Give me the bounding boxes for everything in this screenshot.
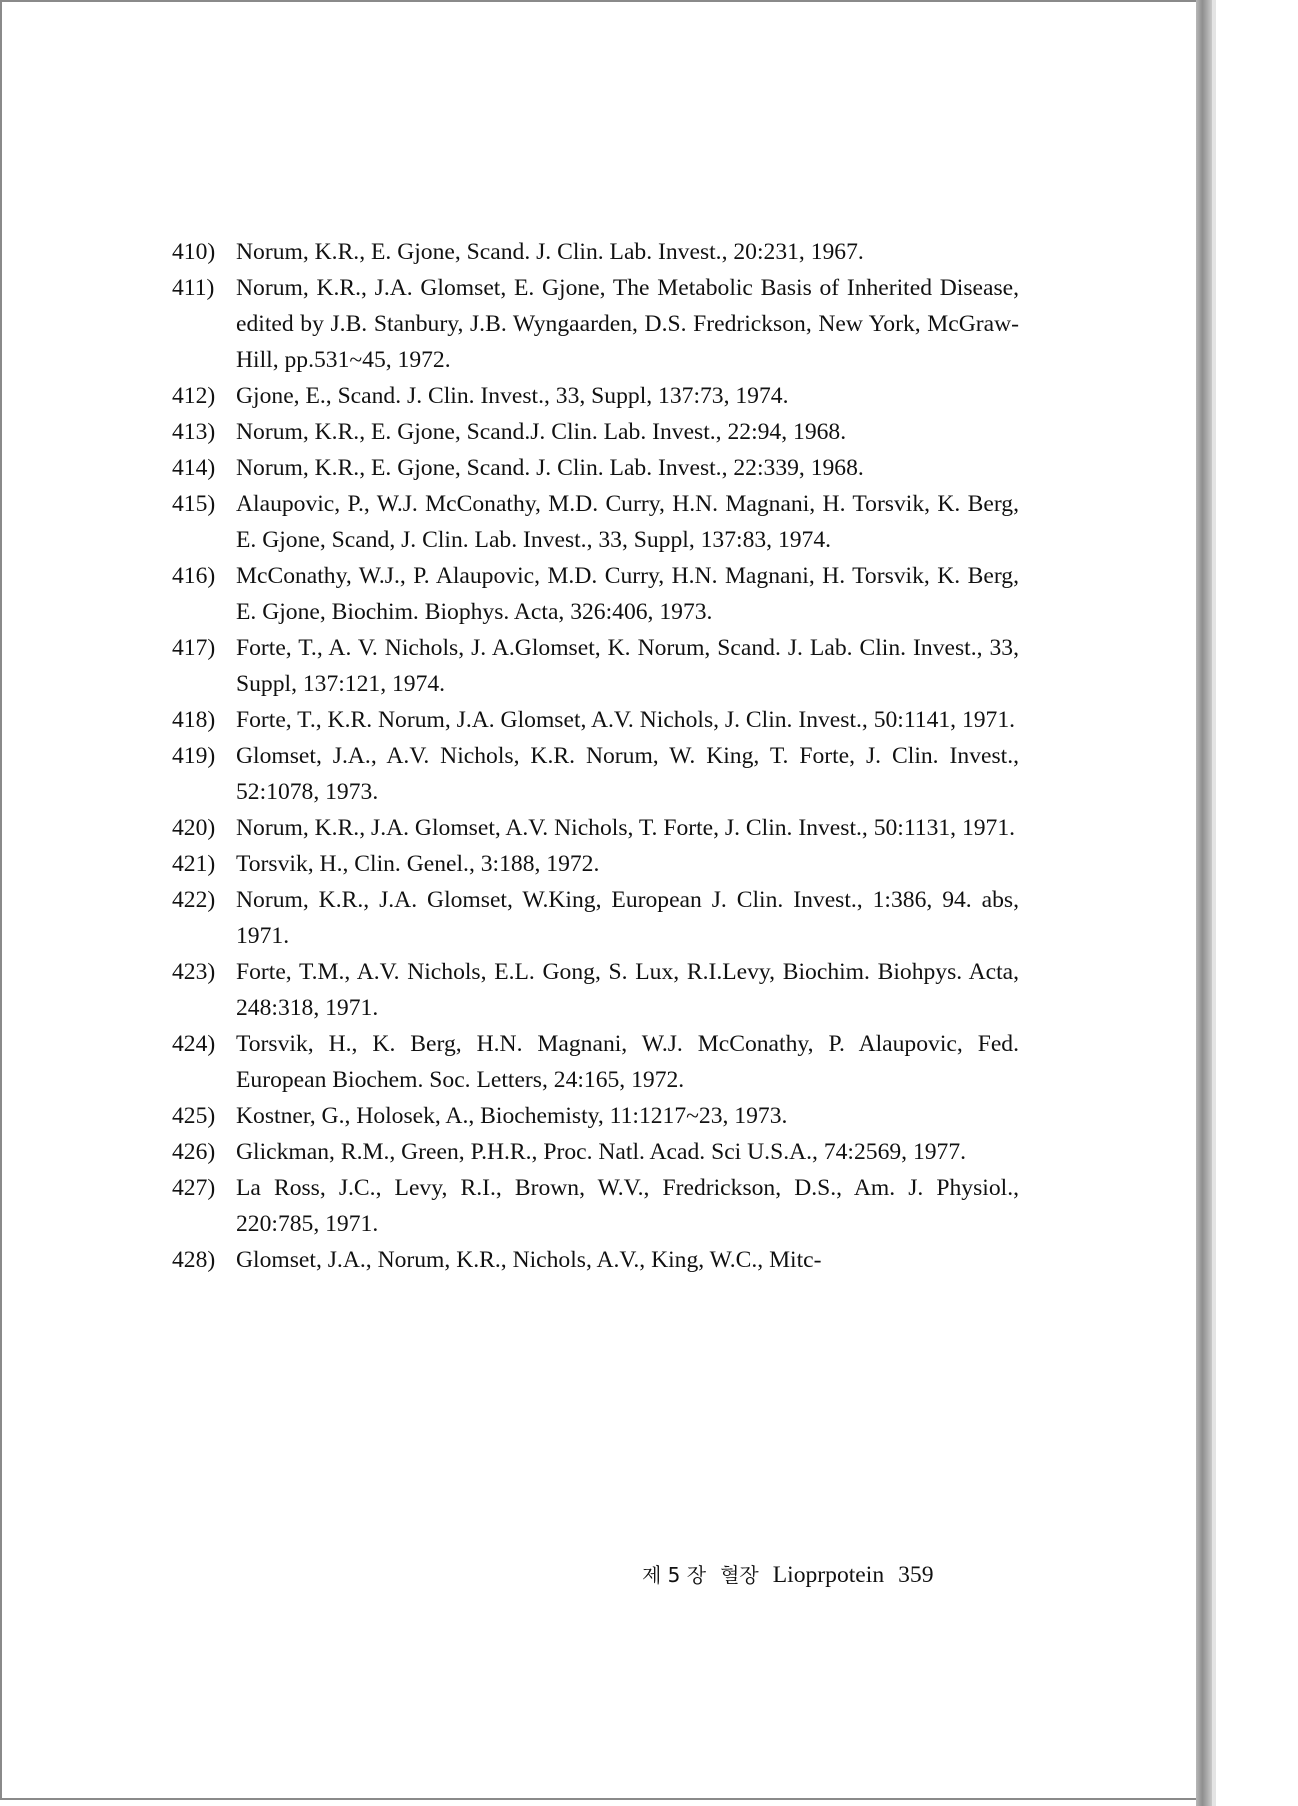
reference-item bbox=[172, 846, 1019, 882]
reference-text: Forte, T., K.R. Norum, J.A. Glomset, A.V. Nichols, J. Clin. Invest., 50:1141, 1971. bbox=[236, 707, 1016, 733]
reference-text: Norum, K.R., J.A. Glomset, W.King, European J. Clin. Invest., 1:386, 94. abs, 1971. bbox=[236, 887, 1019, 949]
reference-number: 410) bbox=[172, 239, 216, 265]
reference-text: Norum, K.R., J.A. Glomset, E. Gjone, The Metabolic Basis of Inherited Disease, edited by J.B. Stanbury, J.B. Wyngaarden, D.S. Fredrickson, New York, McGraw-Hill, pp.531~45, 1972. bbox=[236, 275, 1019, 373]
reference-number: 419) bbox=[172, 743, 216, 769]
reference-text: Norum, K.R., E. Gjone, Scand. J. Clin. Lab. Invest., 20:231, 1967. bbox=[236, 239, 864, 265]
reference-item bbox=[172, 486, 1019, 558]
reference-item bbox=[172, 234, 1019, 270]
reference-item bbox=[172, 1098, 1019, 1134]
reference-number: 423) bbox=[172, 959, 216, 985]
reference-text: Torsvik, H., Clin. Genel., 3:188, 1972. bbox=[236, 851, 600, 877]
reference-item bbox=[172, 1242, 1019, 1278]
reference-item bbox=[172, 738, 1019, 810]
reference-item bbox=[172, 630, 1019, 702]
reference-item bbox=[172, 414, 1019, 450]
reference-text: Norum, K.R., E. Gjone, Scand.J. Clin. Lab. Invest., 22:94, 1968. bbox=[236, 419, 847, 445]
reference-number: 418) bbox=[172, 707, 216, 733]
reference-text: Alaupovic, P., W.J. McConathy, M.D. Curry, H.N. Magnani, H. Torsvik, K. Berg, E. Gjone, Scand, J. Clin. Lab. Invest., 33, Suppl, 137:83, 1974. bbox=[236, 491, 1019, 553]
reference-item bbox=[172, 270, 1019, 378]
reference-number: 422) bbox=[172, 887, 216, 913]
reference-text: La Ross, J.C., Levy, R.I., Brown, W.V., Fredrickson, D.S., Am. J. Physiol., 220:785, 1971. bbox=[236, 1175, 1019, 1237]
page-number: 359 bbox=[898, 1562, 934, 1588]
reference-item bbox=[172, 954, 1019, 1026]
reference-item bbox=[172, 378, 1019, 414]
reference-item bbox=[172, 1134, 1019, 1170]
reference-number: 414) bbox=[172, 455, 216, 481]
reference-number: 416) bbox=[172, 563, 216, 589]
section-label: 혈장 bbox=[720, 1563, 759, 1587]
reference-number: 424) bbox=[172, 1031, 216, 1057]
reference-text: Forte, T., A. V. Nichols, J. A.Glomset, K. Norum, Scand. J. Lab. Clin. Invest., 33, Suppl, 137:121, 1974. bbox=[236, 635, 1019, 697]
reference-text: Glomset, J.A., A.V. Nichols, K.R. Norum, W. King, T. Forte, J. Clin. Invest., 52:1078, 1973. bbox=[236, 743, 1019, 805]
reference-item bbox=[172, 702, 1019, 738]
reference-number: 411) bbox=[172, 275, 215, 301]
reference-text: Gjone, E., Scand. J. Clin. Invest., 33, Suppl, 137:73, 1974. bbox=[236, 383, 789, 409]
reference-text: Glickman, R.M., Green, P.H.R., Proc. Natl. Acad. Sci U.S.A., 74:2569, 1977. bbox=[236, 1139, 967, 1165]
page-footer bbox=[642, 1559, 934, 1589]
reference-text: Norum, K.R., J.A. Glomset, A.V. Nichols, T. Forte, J. Clin. Invest., 50:1131, 1971. bbox=[236, 815, 1016, 841]
reference-number: 415) bbox=[172, 491, 216, 517]
reference-text: Norum, K.R., E. Gjone, Scand. J. Clin. Lab. Invest., 22:339, 1968. bbox=[236, 455, 864, 481]
reference-number: 426) bbox=[172, 1139, 216, 1165]
reference-number: 413) bbox=[172, 419, 216, 445]
reference-text: Glomset, J.A., Norum, K.R., Nichols, A.V., King, W.C., Mitc- bbox=[236, 1247, 822, 1273]
reference-item bbox=[172, 1026, 1019, 1098]
reference-item bbox=[172, 1170, 1019, 1242]
reference-item bbox=[172, 810, 1019, 846]
reference-number: 417) bbox=[172, 635, 216, 661]
page-edge-shadow bbox=[1212, 0, 1216, 1806]
reference-text: Forte, T.M., A.V. Nichols, E.L. Gong, S. Lux, R.I.Levy, Biochim. Biohpys. Acta, 248:318, 1971. bbox=[236, 959, 1019, 1021]
reference-item bbox=[172, 882, 1019, 954]
reference-text: Kostner, G., Holosek, A., Biochemisty, 11:1217~23, 1973. bbox=[236, 1103, 788, 1129]
chapter-label: 제 5 장 bbox=[642, 1563, 707, 1587]
reference-number: 427) bbox=[172, 1175, 216, 1201]
reference-text: McConathy, W.J., P. Alaupovic, M.D. Curry, H.N. Magnani, H. Torsvik, K. Berg, E. Gjone, Biochim. Biophys. Acta, 326:406, 1973. bbox=[236, 563, 1019, 625]
reference-number: 421) bbox=[172, 851, 216, 877]
reference-number: 428) bbox=[172, 1247, 216, 1273]
running-title: Lioprpotein bbox=[772, 1562, 885, 1588]
page-edge bbox=[1196, 0, 1212, 1806]
reference-item bbox=[172, 558, 1019, 630]
reference-number: 412) bbox=[172, 383, 216, 409]
reference-number: 420) bbox=[172, 815, 216, 841]
reference-item bbox=[172, 450, 1019, 486]
reference-text: Torsvik, H., K. Berg, H.N. Magnani, W.J. McConathy, P. Alaupovic, Fed. European Biochem. Soc. Letters, 24:165, 1972. bbox=[236, 1031, 1019, 1093]
reference-number: 425) bbox=[172, 1103, 216, 1129]
reference-list bbox=[172, 234, 1019, 1278]
